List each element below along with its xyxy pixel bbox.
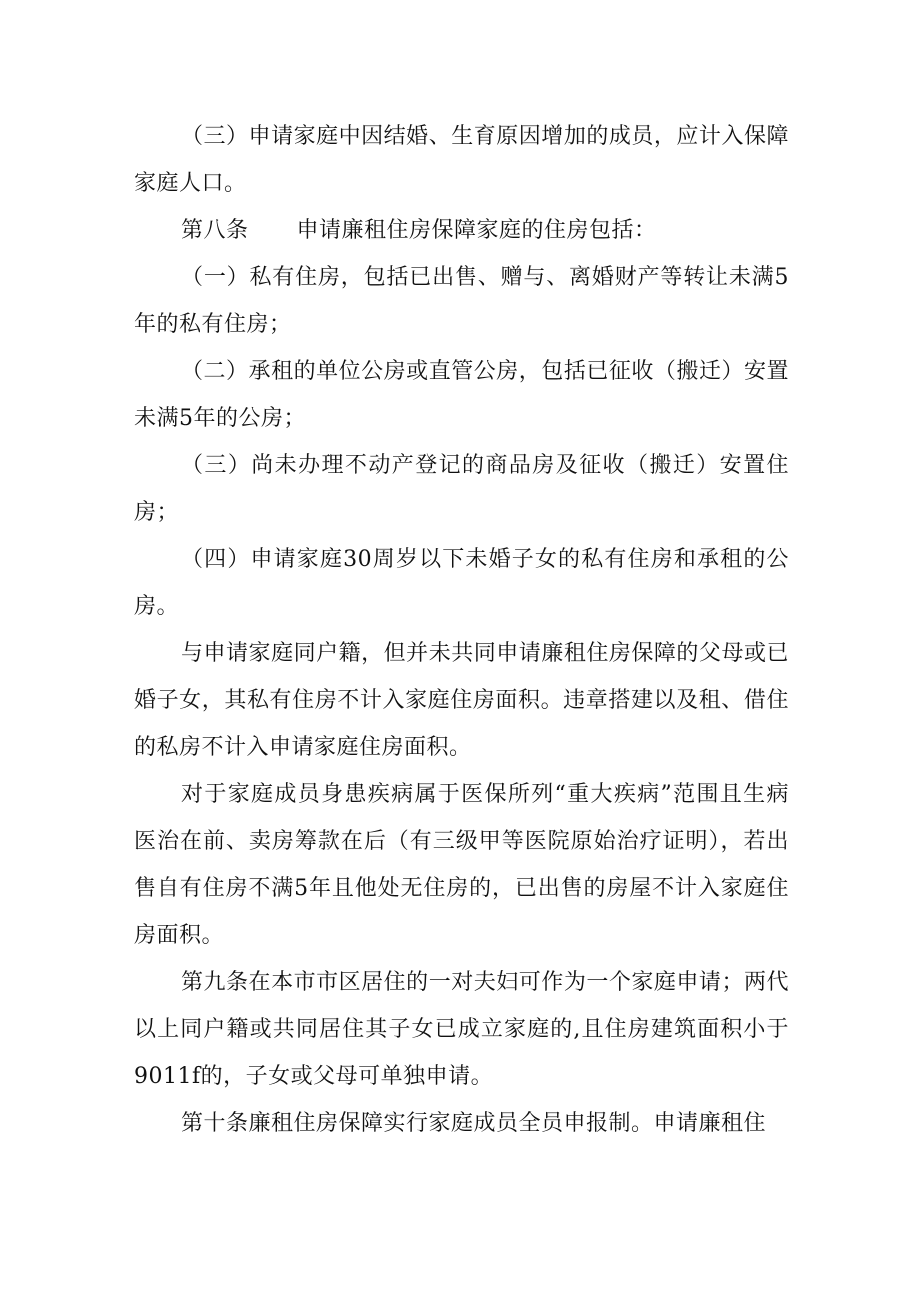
paragraph-item-3-commercial-housing: （三）尚未办理不动产登记的商品房及征收（搬迁）安置住房； (134, 453, 789, 525)
paragraph-household-registration: 与申请家庭同户籍，但并未共同申请廉租住房保障的父母或已婚子女，其私有住房不计入家庭住房面积。违章搭建以及租、借住的私房不计入申请家庭住房面积。 (134, 641, 789, 760)
article-9-paragraph: 第九条在本市市区居住的一对夫妇可作为一个家庭申请；两代以上同户籍或共同居住其子女已成立家庭的,且住房建筑面积小于9011f的，子女或父母可单独申请。 (134, 970, 789, 1089)
document-body (134, 113, 789, 1147)
paragraph-item-1-private-housing: （一）私有住房，包括已出售、赠与、离婚财产等转让未满5年的私有住房； (134, 265, 789, 337)
paragraph-item-2-public-housing: （二）承租的单位公房或直管公房，包括已征收（搬迁）安置未满5年的公房； (134, 359, 789, 431)
article-8-number: 第八条 (181, 218, 249, 243)
paragraph-serious-illness: 对于家庭成员身患疾病属于医保所列“重大疾病”范围且生病医治在前、卖房筹款在后（有三级甲等医院原始治疗证明），若出售自有住房不满5年且他处无住房的，已出售的房屋不计入家庭住房面积。 (134, 782, 789, 948)
paragraph-item-4-children-housing: （四）申请家庭30周岁以下未婚子女的私有住房和承租的公房。 (134, 547, 789, 619)
article-8-heading (134, 207, 789, 254)
paragraph-clause-3-members: （三）申请家庭中因结婚、生育原因增加的成员，应计入保障家庭人口。 (134, 124, 789, 196)
article-10-paragraph: 第十条廉租住房保障实行家庭成员全员申报制。申请廉租住 (181, 1111, 767, 1136)
article-8-title: 申请廉租住房保障家庭的住房包括： (296, 218, 657, 243)
